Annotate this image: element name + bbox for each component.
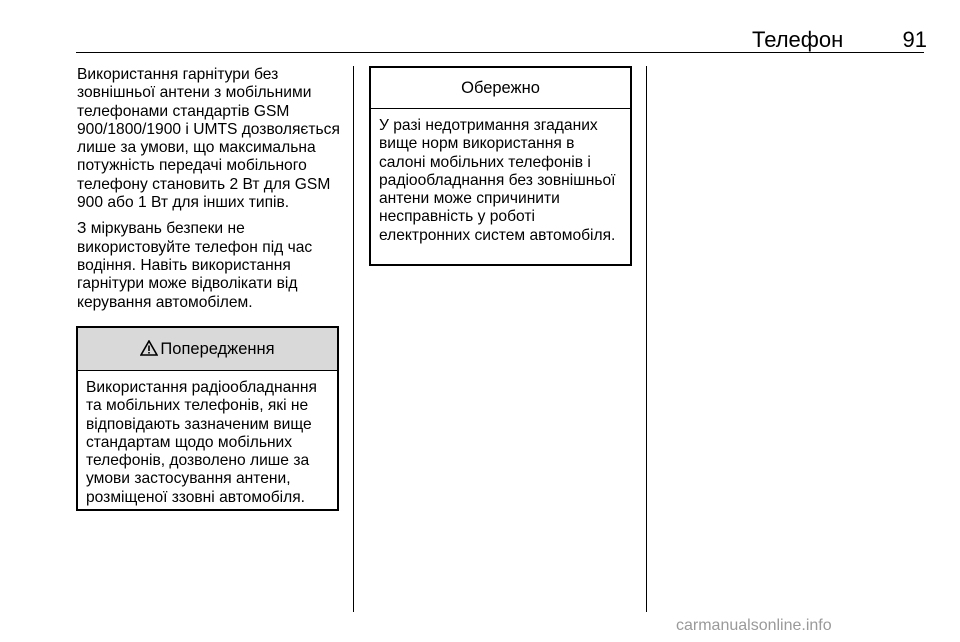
caution-box-text: У разі недотримання згаданих вище норм використання в салоні мобільних телефонів і радіообладнання без зовнішньої антени може спричинити несправність у роботі електронних систем автомобіля. [379, 117, 616, 244]
column-divider-right [646, 66, 647, 612]
page-number: 91 [902, 27, 927, 52]
caution-box [369, 66, 632, 266]
warning-box-title: Попередження [160, 340, 275, 358]
warning-box [76, 326, 339, 511]
paragraph-driving-safety: З міркувань безпеки не використовуйте телефон під час водіння. Навіть використання гарнітури може відволікати від керування автомобілем. [77, 220, 313, 311]
paragraph-headset-antenna: Використання гарнітури без зовнішньої антени з мобільними телефонами стандартів GSM 900/1800/1900 і UMTS дозволяється лише за умови, що максимальна потужність передачі мобільного телефону становить 2 Вт для GSM 900 або 1 Вт для інших типів. [77, 66, 340, 212]
column-divider-left [353, 66, 354, 612]
left-column [77, 66, 342, 320]
header-rule [76, 52, 924, 53]
warning-triangle-icon [140, 330, 158, 372]
caution-box-title: Обережно [371, 68, 630, 109]
warning-box-text: Використання радіообладнання та мобільних телефонів, які не відповідають зазначеним вище стандартам щодо мобільних телефонів, дозволено лише за умови застосування антени, розміщеної ззовні автомобіля. [86, 379, 317, 506]
page-section-title: Телефон [752, 27, 844, 52]
warning-box-header [78, 328, 337, 371]
watermark: carmanualsonline.info [676, 617, 832, 634]
